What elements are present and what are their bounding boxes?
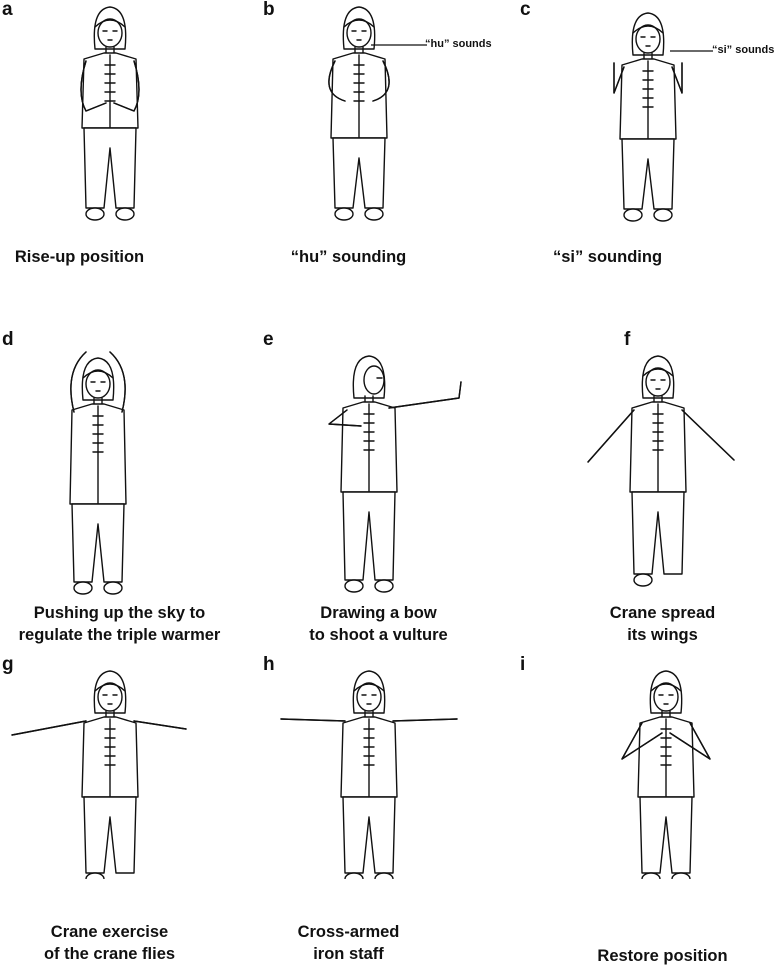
caption [249,602,508,646]
trousers [84,797,136,873]
caption-line: “hu” sounding [290,248,407,266]
face [86,370,110,398]
trousers [72,504,124,582]
face [98,19,122,47]
face [98,683,122,711]
trousers [84,128,136,208]
caption-line: Crane exercise [50,923,169,941]
face [646,368,670,396]
panel-i [518,655,777,973]
arm-outline [389,382,461,408]
arm [588,410,634,462]
shoe [642,873,660,879]
panel-letter: d [2,329,14,350]
panel-letter: f [624,329,631,350]
face [347,19,371,47]
trousers [343,797,395,873]
trousers [343,492,395,580]
arm [389,382,461,408]
shoe [104,582,122,594]
caption-line: regulate the triple warmer [18,626,221,644]
figure-push-sky [8,342,188,602]
caption-line: “si” sounding [552,248,663,266]
caption [219,246,478,268]
shoe [86,208,104,220]
panel-letter: i [520,654,526,675]
face [364,366,384,394]
figure-rise-up [40,3,220,228]
trousers [632,492,684,574]
shoe [74,582,92,594]
shoe [335,208,353,220]
caption-line: iron staff [313,945,384,963]
caption-line: Drawing a bow [320,604,437,622]
face [654,683,678,711]
caption [533,945,778,967]
panel-letter: a [2,0,13,20]
caption-line: of the crane flies [43,945,176,963]
caption-line: its wings [627,626,698,644]
figure-drawing-bow [279,342,479,602]
shoe [375,580,393,592]
caption [0,246,209,268]
hu-sound-label: “hu” sounds [425,38,492,50]
shoe [634,574,652,586]
figure-hu-sounding [279,3,459,228]
panel-letter: h [263,654,275,675]
trousers [622,139,674,209]
shoe [345,873,363,879]
arm [393,719,457,721]
panel-c [518,0,777,300]
caption-line: Restore position [597,947,728,965]
panel-h [259,655,518,973]
shoe [345,580,363,592]
panel-letter: e [263,329,274,350]
panel-letter: b [263,0,275,20]
caption-line: Cross-armed [297,923,400,941]
face [357,683,381,711]
caption [0,602,249,646]
trousers [640,797,692,873]
shoe [624,209,642,221]
caption [478,246,737,268]
caption-line: Rise-up position [14,248,145,266]
figure-crane-flies [0,659,200,879]
panel-letter: c [520,0,531,20]
sound-pointer-line [369,40,429,50]
shoe [365,208,383,220]
shoe [654,209,672,221]
arm [281,719,345,721]
figure-restore [576,659,756,879]
caption-line: Crane spread [609,604,716,622]
arm [134,721,186,729]
caption [219,921,478,965]
panel-d [0,330,259,650]
panel-letter: g [2,654,14,675]
figure-crane-spread [563,342,763,602]
arm [682,410,734,460]
panel-f [518,330,777,650]
shoe [672,873,690,879]
trousers [333,138,385,208]
si-sound-label: “si” sounds [712,44,775,56]
figure-si-sounding [518,3,698,228]
arm [12,721,86,735]
caption [0,921,239,965]
panel-e [259,330,518,650]
caption-line: to shoot a vulture [309,626,448,644]
caption [533,602,778,646]
shoe [116,208,134,220]
face [636,25,660,53]
figure-iron-staff [269,659,469,879]
shoe [375,873,393,879]
shoe [86,873,104,879]
caption-line: Pushing up the sky to [33,604,206,622]
